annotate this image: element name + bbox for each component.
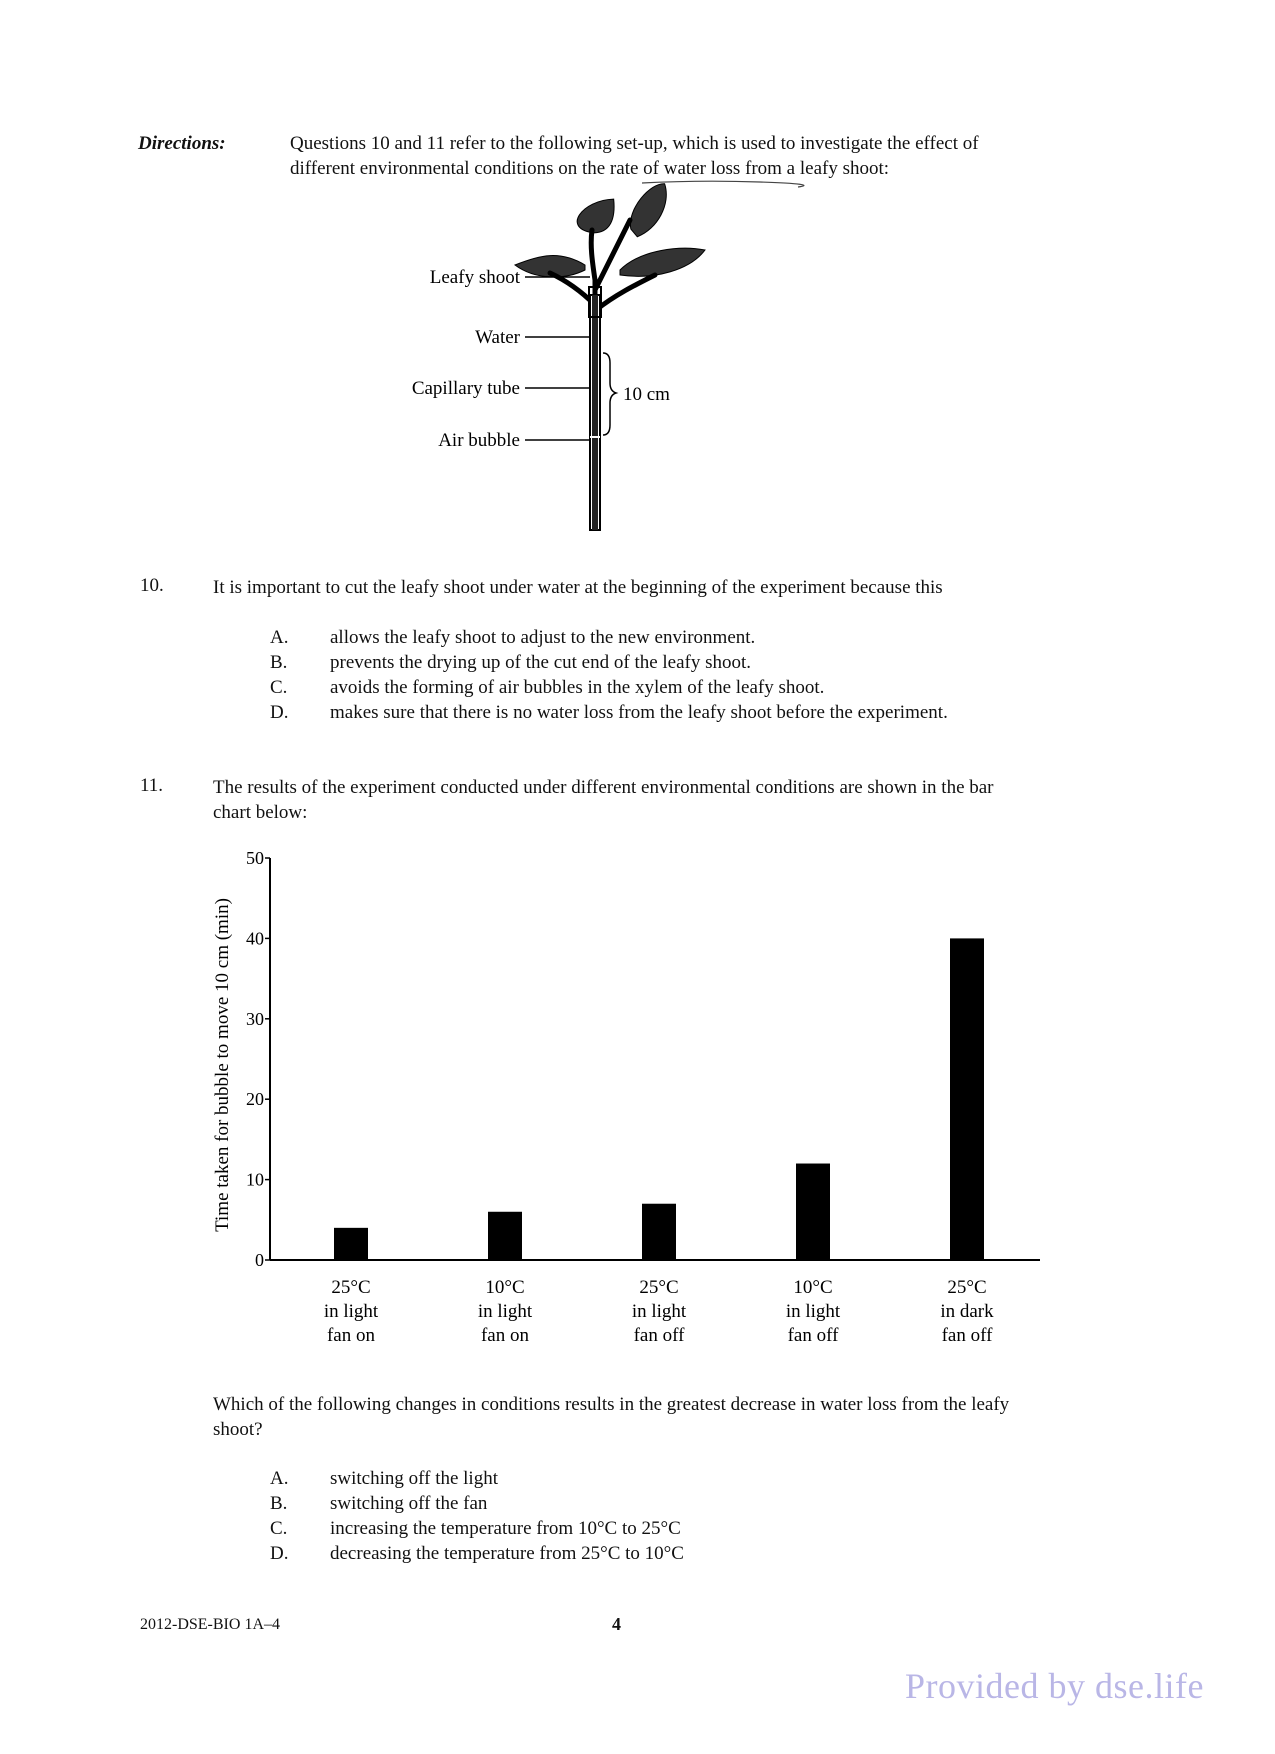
chart-x-tick-label: in light [477, 1301, 533, 1322]
chart-y-ticks [246, 848, 270, 1270]
chart-x-labels [324, 1277, 994, 1346]
directions-line-2: different environmental conditions on the rate of water loss from a leafy shoot: [290, 158, 890, 179]
watermark: Provided by dse.life [905, 1666, 1204, 1706]
q10-option-c: C. avoids the forming of air bubbles in the xylem of the leafy shoot. [270, 677, 825, 698]
chart-y-axis-label: Time taken for bubble to move 10 cm (min) [212, 898, 233, 1232]
q11-option-c: C. increasing the temperature from 10°C to 25°C [270, 1518, 681, 1539]
chart-bar [334, 1228, 368, 1260]
chart-x-tick-label: fan on [326, 1325, 376, 1346]
measure-brace [603, 353, 616, 435]
chart-y-tick-label: 20 [246, 1089, 264, 1110]
chart-x-tick-label: 25°C [331, 1277, 371, 1298]
chart-x-tick-label: fan off [787, 1325, 839, 1346]
q11-option-a: A. switching off the light [270, 1468, 498, 1489]
chart-y-tick-label: 40 [246, 928, 264, 949]
chart-x-tick-label: fan off [941, 1325, 993, 1346]
chart-bar [796, 1164, 830, 1260]
chart-x-tick-label: 25°C [639, 1277, 679, 1298]
shoot-stems [550, 220, 655, 355]
chart-bar [642, 1204, 676, 1260]
bar-chart [200, 840, 1080, 1360]
chart-x-tick-label: in light [631, 1301, 687, 1322]
chart-x-tick-label: in dark [940, 1301, 994, 1322]
q11-option-d: D. decreasing the temperature from 25°C to 10°C [270, 1543, 684, 1564]
chart-y-tick-label: 0 [255, 1250, 264, 1270]
q11-option-b: B. switching off the fan [270, 1493, 488, 1514]
q11-number: 11. [140, 775, 164, 796]
label-capillary-tube: Capillary tube [411, 378, 520, 399]
q11-stem-line-2: chart below: [213, 802, 308, 823]
q10-stem: It is important to cut the leafy shoot under water at the beginning of the experiment because this [213, 577, 943, 598]
label-10cm: 10 cm [623, 384, 670, 405]
chart-x-tick-label: in light [785, 1301, 841, 1322]
chart-x-tick-label: 25°C [947, 1277, 987, 1298]
chart-bar [488, 1212, 522, 1260]
chart-x-tick-label: in light [323, 1301, 379, 1322]
q10-number: 10. [140, 575, 164, 596]
chart-x-tick-label: 10°C [485, 1277, 525, 1298]
chart-x-tick-label: fan on [480, 1325, 530, 1346]
label-water: Water [475, 327, 520, 348]
paper-code: 2012-DSE-BIO 1A–4 [140, 1616, 280, 1633]
page-number: 4 [612, 1614, 621, 1634]
chart-bars [334, 938, 984, 1260]
chart-bar [950, 938, 984, 1260]
q11-stem-line-1: The results of the experiment conducted under different environmental conditions are shown in the bar [213, 777, 994, 798]
q10-option-b: B. prevents the drying up of the cut end of the leafy shoot. [270, 652, 752, 673]
chart-axes [270, 858, 1040, 1260]
label-air-bubble: Air bubble [438, 430, 520, 451]
label-leafy-shoot: Leafy shoot [429, 267, 520, 288]
q10-option-a: A. allows the leafy shoot to adjust to the new environment. [270, 627, 756, 648]
apparatus-diagram [411, 195, 770, 540]
q11-question-line-2: shoot? [213, 1419, 263, 1440]
chart-y-tick-label: 30 [246, 1008, 264, 1029]
directions-label: Directions: [138, 133, 226, 154]
chart-y-tick-label: 10 [246, 1169, 264, 1190]
chart-x-tick-label: 10°C [793, 1277, 833, 1298]
directions-line-1: Questions 10 and 11 refer to the following set-up, which is used to investigate the effect of [290, 133, 979, 154]
q11-question-line-1: Which of the following changes in conditions results in the greatest decrease in water loss from the leafy [213, 1394, 1010, 1415]
q10-option-d: D. makes sure that there is no water loss from the leafy shoot before the experiment. [270, 702, 948, 723]
chart-x-tick-label: fan off [633, 1325, 685, 1346]
chart-y-tick-label: 50 [246, 848, 264, 868]
